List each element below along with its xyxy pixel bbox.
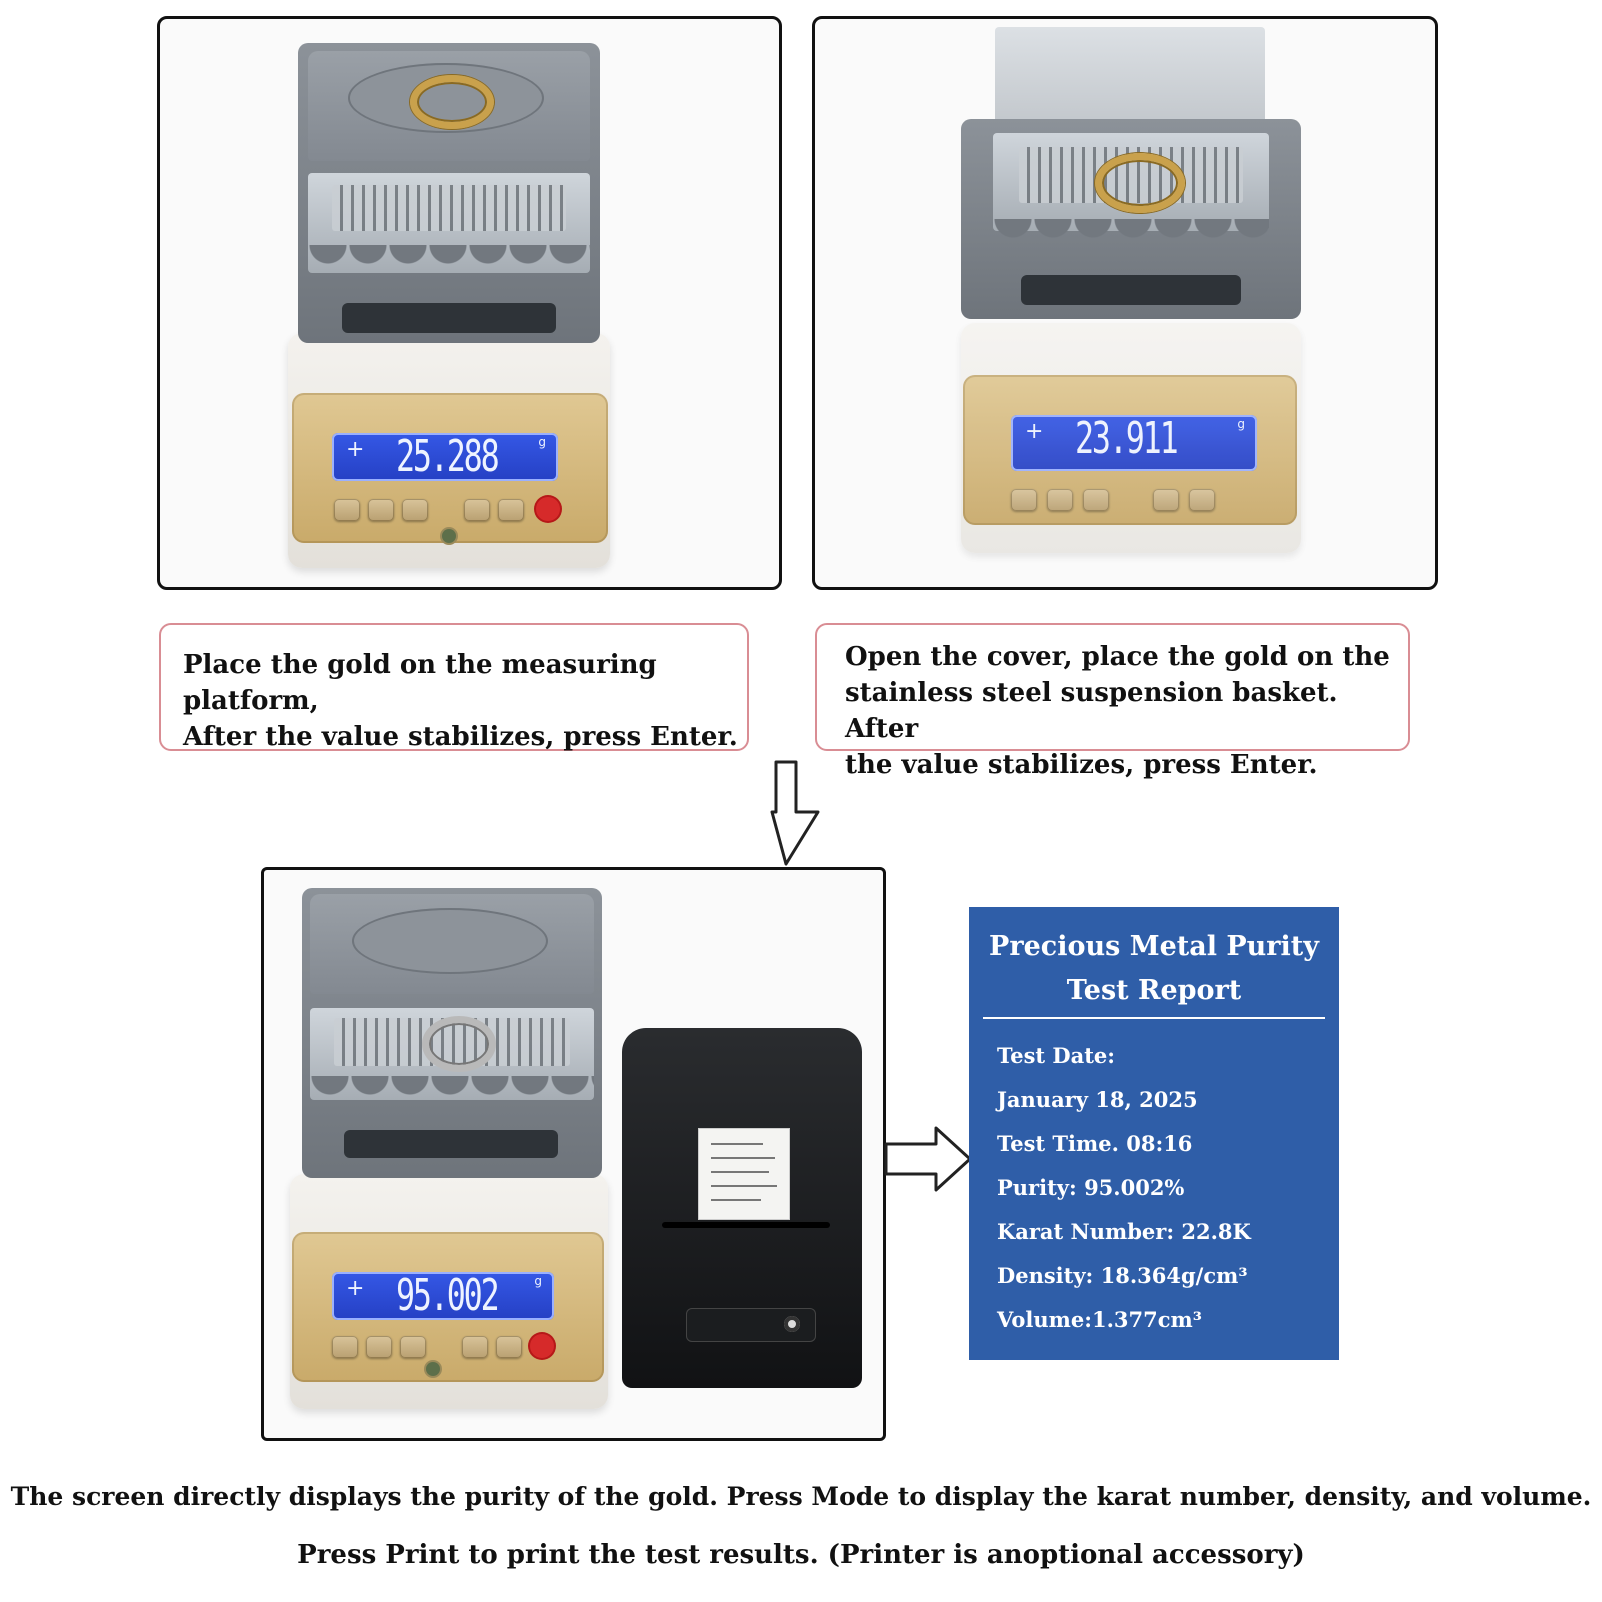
report-purity: Purity: 95.002% (997, 1175, 1185, 1200)
scale-button (1189, 489, 1215, 511)
report-volume: Volume:1.377cm³ (997, 1307, 1202, 1332)
purity-test-report (969, 907, 1339, 1360)
photo-result-with-printer (261, 867, 886, 1441)
scale-button (332, 1336, 358, 1358)
receipt-paper (698, 1128, 790, 1220)
power-icon (530, 1334, 554, 1358)
scale-button (1083, 489, 1109, 511)
density-meter (955, 23, 1315, 578)
report-title (969, 925, 1339, 1013)
density-meter (270, 33, 690, 578)
report-density: Density: 18.364g/cm³ (997, 1263, 1248, 1288)
scale-button (1047, 489, 1073, 511)
report-title-line: Precious Metal Purity (989, 931, 1319, 962)
report-title-line: Test Report (1066, 975, 1242, 1006)
gold-bracelet (410, 75, 494, 129)
photo-weigh-in-water (812, 16, 1438, 590)
step2-line: Open the cover, place the gold on the (845, 642, 1390, 672)
power-icon (536, 497, 560, 521)
report-test-date-label: Test Date: (997, 1043, 1116, 1068)
step1-line: After the value stabilizes, press Enter. (183, 722, 738, 752)
step2-caption (815, 623, 1410, 780)
report-divider (983, 1017, 1325, 1019)
step2-line: stainless steel suspension basket. After (845, 678, 1338, 744)
density-meter (274, 884, 614, 1429)
photo-weigh-in-air (157, 16, 782, 590)
level-bubble (426, 1362, 440, 1376)
scale-button (464, 499, 490, 521)
report-karat: Karat Number: 22.8K (997, 1219, 1251, 1244)
lcd-display: + 25.288 g (332, 433, 558, 481)
level-bubble (442, 529, 456, 543)
scale-button (366, 1336, 392, 1358)
gold-bracelet (422, 1016, 496, 1072)
step1-line: Place the gold on the measuring platform, (183, 650, 657, 716)
footer-line-1: The screen directly displays the purity of the gold. Press Mode to display the karat number, density, and volume. (10, 1482, 1592, 1511)
scale-button (498, 499, 524, 521)
right-arrow-icon (884, 1124, 974, 1194)
lcd-display: + 23.911 g (1011, 415, 1257, 471)
report-test-date: January 18, 2025 (997, 1087, 1198, 1112)
lcd-display: + 95.002 g (332, 1272, 554, 1320)
step2-line: the value stabilizes, press Enter. (845, 750, 1318, 780)
scale-button (1011, 489, 1037, 511)
scale-button (334, 499, 360, 521)
lcd-reading: 95.002 (396, 1272, 498, 1320)
step1-caption (159, 623, 749, 751)
thermal-printer (622, 1028, 862, 1388)
scale-button (402, 499, 428, 521)
lcd-reading: 25.288 (396, 433, 498, 481)
report-test-time: Test Time. 08:16 (997, 1131, 1193, 1156)
scale-button (1153, 489, 1179, 511)
scale-button (496, 1336, 522, 1358)
footer-line-2: Press Print to print the test results. (Printer is anoptional accessory) (297, 1540, 1305, 1570)
scale-button (462, 1336, 488, 1358)
lcd-reading: 23.911 (1075, 415, 1177, 464)
gold-bracelet (1095, 153, 1185, 213)
scale-button (368, 499, 394, 521)
down-arrow-icon (768, 760, 828, 868)
scale-button (400, 1336, 426, 1358)
